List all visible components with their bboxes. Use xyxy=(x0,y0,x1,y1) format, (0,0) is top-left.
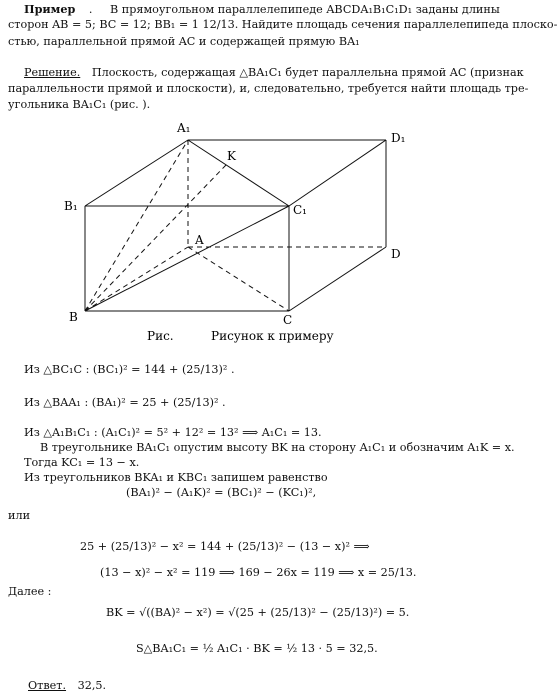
problem-statement xyxy=(24,2,500,17)
equation-4: BK = √((BA)² − x²) = √(25 + (25/13)² − (25/13)²) = 5. xyxy=(106,606,410,619)
label-A: A xyxy=(195,233,204,247)
label-C: C xyxy=(283,313,293,327)
answer-value: 32,5. xyxy=(77,679,107,692)
solution-label: Решение. xyxy=(24,66,81,79)
step-2: Из △BAA₁ : (BA₁)² = 25 + (25/13)² . xyxy=(24,396,226,409)
step-6: Из треугольников BKA₁ и KBC₁ запишем равенство xyxy=(24,471,328,484)
label-B1: B₁ xyxy=(64,199,78,213)
parallelepiped-figure xyxy=(55,114,415,346)
step-4: В треугольнике BA₁C₁ опустим высоту BK на сторону A₁C₁ и обозначим A₁K = x. xyxy=(40,441,515,454)
problem-line-1: В прямоугольном параллелепипеде ABCDA₁B₁C₁D₁ заданы длины xyxy=(110,3,500,16)
label-D1: D₁ xyxy=(391,131,406,145)
solution-intro xyxy=(24,66,524,80)
step-1: Из △BC₁C : (BC₁)² = 144 + (25/13)² . xyxy=(24,363,235,376)
solution-line-1: Плоскость, содержащая △BA₁C₁ будет параллельна прямой AC (признак xyxy=(91,66,524,79)
answer-line xyxy=(28,679,106,693)
label-K: K xyxy=(227,149,236,163)
problem-line-2: сторон AB = 5; BC = 12; BB₁ = 1 12/13. Найдите площадь сечения параллелепипеда плоско- xyxy=(8,18,557,31)
step-5: Тогда KC₁ = 13 − x. xyxy=(24,456,140,469)
label-D: D xyxy=(391,247,401,261)
label-A1: A₁ xyxy=(177,121,191,135)
label-C1: C₁ xyxy=(293,203,307,217)
problem-line-3: стью, параллельной прямой AC и содержащей прямую BA₁ xyxy=(8,35,360,48)
equation-5: S△BA₁C₁ = ½ A₁C₁ · BK = ½ 13 · 5 = 32,5. xyxy=(136,642,378,655)
equation-2: 25 + (25/13)² − x² = 144 + (25/13)² − (13 − x)² ⟹ xyxy=(80,540,370,553)
answer-label: Ответ. xyxy=(28,679,67,692)
example-label: Пример xyxy=(24,2,76,16)
figure-caption: Рис. xyxy=(147,329,174,343)
step-3: Из △A₁B₁C₁ : (A₁C₁)² = 5² + 12² = 13² ⟹ A₁C₁ = 13. xyxy=(24,426,322,439)
or-label: или xyxy=(8,509,31,522)
equation-3: (13 − x)² − x² = 119 ⟹ 169 − 26x = 119 ⟹ x = 25/13. xyxy=(100,566,417,579)
equation-1: (BA₁)² − (A₁K)² = (BC₁)² − (KC₁)², xyxy=(126,486,317,499)
further-label: Далее : xyxy=(8,585,52,598)
figure-caption-sub: Рисунок к примеру xyxy=(211,329,334,343)
label-B: B xyxy=(69,310,78,324)
example-dot: . xyxy=(88,3,93,16)
solution-line-3: угольника BA₁C₁ (рис. ). xyxy=(8,98,151,111)
solution-line-2: параллельности прямой и плоскости), и, следовательно, требуется найти площадь тре- xyxy=(8,82,529,95)
